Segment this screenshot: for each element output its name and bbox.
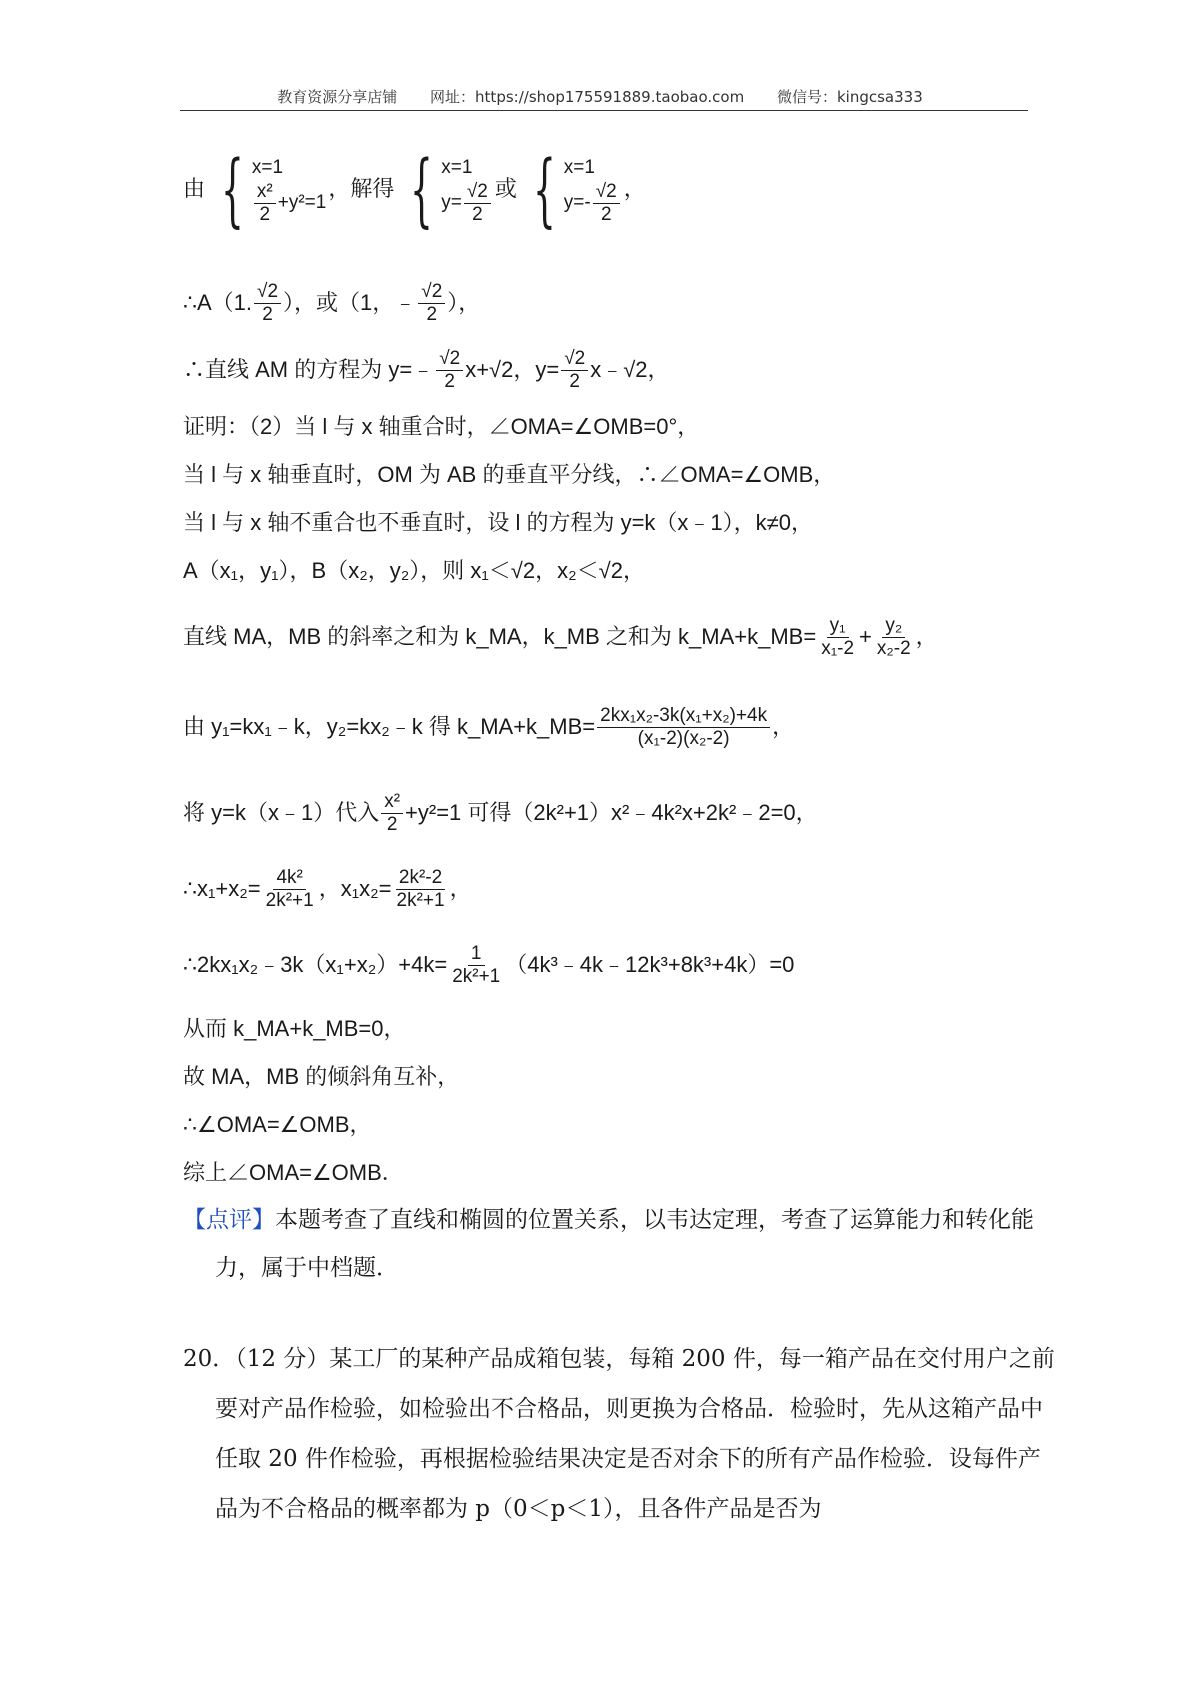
comment-tag: 【点评】: [183, 1207, 275, 1233]
solution-line-6: 当 l 与 x 轴不重合也不垂直时，设 l 的方程为 y=k（x﹣1），k≠0，: [183, 510, 813, 535]
solution-line-11: ∴x₁+x₂= $\frac{\text{4k²}}{\text{2k²+1}}$ ，x₁x₂= $\frac{\text{2k²-2}}{\text{2k²+1}}$ ，: [183, 866, 472, 911]
solution-line-2: ∴A（1. $\frac{√2}{2}$ ），或（1，﹣ $\frac{√2}{2}$ ），: [183, 280, 481, 325]
solution-line-16: 综上∠OMA=∠OMB．: [183, 1160, 404, 1185]
solution-line-3: ∴直线 AM 的方程为 y=﹣ $\frac{√2}{2}$ x+√2，y= $\frac{√2}{2}$ x﹣√2，: [183, 347, 670, 392]
solution-line-7: A（x₁，y₁），B（x₂，y₂），则 x₁＜√2，x₂＜√2，: [183, 558, 645, 583]
question-20-text: 20．（12 分）某工厂的某种产品成箱包装，每箱 200 件，每一箱产品在交付用户之前要对产品作检验，如检验出不合格品，则更换为合格品．检验时，先从这箱产品中任取 20 件作检验，再根据检验结果决定是否对余下的所有产品作检验．设每件产品为不合格品的概率都为 p（0＜p＜1），且各件产品是否为: [183, 1346, 1055, 1522]
header-url: 网址：https://shop175591889.taobao.com: [430, 88, 745, 106]
solution-line-4: 证明：（2）当 l 与 x 轴重合时，∠OMA=∠OMB=0°，: [183, 414, 700, 439]
header-shop: 教育资源分享店铺: [277, 88, 398, 106]
comment-block: [183, 1196, 1063, 1292]
question-20: [183, 1334, 1063, 1534]
solution-line-8: 直线 MA，MB 的斜率之和为 k_MA，k_MB 之和为 k_MA+k_MB= $\frac{\text{y₁}}{\text{x₁-2}}$ + $\frac{\text{y₂}}{\text{x₂-2}}$ ，: [183, 614, 938, 659]
solution-line-1: 由 { x=1 $\frac{\text{x²}}{2}$ +y²=1 ，解得 { x=1 y= $\frac{√2}{2}$ 或 { x=1 y=- $\frac{√2}{2}$ ，: [183, 142, 646, 236]
header-wechat: 微信号：kingcsa333: [776, 88, 923, 106]
comment-text: 本题考查了直线和椭圆的位置关系，以韦达定理，考查了运算能力和转化能力，属于中档题．: [215, 1207, 1034, 1281]
solution-line-14: 故 MA，MB 的倾斜角互补，: [183, 1064, 460, 1089]
page-header: [0, 86, 1200, 107]
solution-line-9: 由 y₁=kx₁﹣k，y₂=kx₂﹣k 得 k_MA+k_MB= $\frac{\text{2kx₁x₂-3k(x₁+x₂)+4k}}{\text{(x₁-2)(x₂-2)}}$ ，: [183, 704, 795, 749]
solution-line-13: 从而 k_MA+k_MB=0，: [183, 1016, 406, 1041]
solution-line-15: ∴∠OMA=∠OMB，: [183, 1112, 372, 1137]
header-rule: [180, 110, 1028, 111]
solution-line-10: 将 y=k（x﹣1）代入 $\frac{\text{x²}}{2}$ +y²=1 可得（2k²+1）x²﹣4k²x+2k²﹣2=0，: [183, 790, 818, 835]
solution-line-5: 当 l 与 x 轴垂直时，OM 为 AB 的垂直平分线，∴∠OMA=∠OMB，: [183, 462, 836, 487]
solution-line-12: ∴2kx₁x₂﹣3k（x₁+x₂）+4k= $\frac{1}{\text{2k²+1}}$ （4k³﹣4k﹣12k³+8k³+4k）=0: [183, 942, 795, 987]
